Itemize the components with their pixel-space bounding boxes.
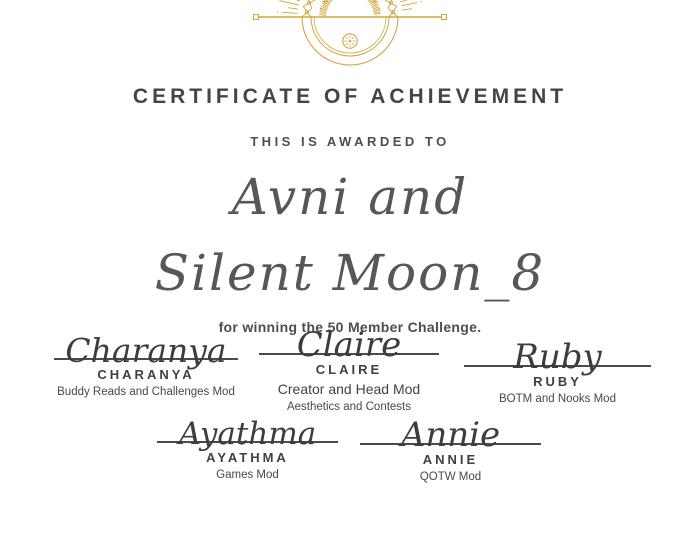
award-reason: for winning the 50 Member Challenge. (218, 319, 482, 335)
signatory-role: QOTW Mod (419, 471, 482, 483)
awarded-to-label: THIS IS AWARDED TO (250, 134, 450, 149)
signature-block-claire (259, 325, 439, 413)
signature-script-annie: Annie (400, 415, 501, 455)
signatory-name: CHARANYA (97, 367, 195, 382)
signatory-role: Buddy Reads and Challenges Mod (57, 386, 235, 398)
signature-block-charanya (54, 331, 238, 398)
signature-block-ruby (464, 337, 651, 405)
signatory-name: CLAIRE (315, 362, 383, 377)
signature-script-claire: Claire (296, 325, 402, 365)
recipient-name-line1: Avni and (231, 168, 469, 226)
signatory-role-secondary: Aesthetics and Contests (286, 401, 411, 413)
signatory-name: ANNIE (422, 452, 479, 467)
signature-block-ayathma (157, 416, 338, 481)
signatory-name: RUBY (533, 374, 582, 389)
signatory-role: Games Mod (216, 469, 279, 481)
signatory-role: Creator and Head Mod (277, 381, 421, 397)
signatory-role: BOTM and Nooks Mod (499, 393, 616, 405)
signature-script-ruby: Ruby (513, 337, 602, 377)
recipient-name-line2: Silent Moon_8 (154, 244, 546, 302)
certificate-title: CERTIFICATE OF ACHIEVEMENT (132, 85, 568, 108)
signature-script-charanya: Charanya (65, 331, 227, 370)
signatory-name: AYATHMA (206, 450, 289, 465)
signature-script-ayathma: Ayathma (178, 416, 317, 452)
signature-block-annie (360, 415, 541, 483)
